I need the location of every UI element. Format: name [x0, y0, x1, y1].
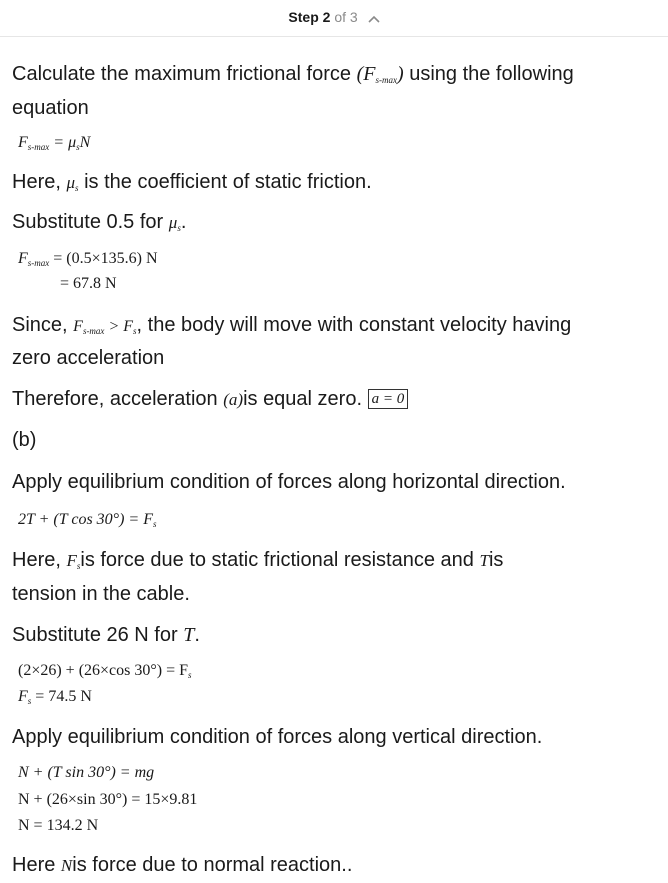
equation: $F_{s-max} = (0.5\times 135.6)$ N	[18, 250, 158, 268]
equation: $F_{s-max} = \mu_sN$	[18, 134, 91, 152]
part-label: (b)	[12, 429, 37, 451]
text-line: equation	[12, 97, 89, 119]
equation: N + (T sin 30°) = mg	[18, 764, 155, 781]
equation: 2T + (T $\cos 30^\circ) = F_s$	[18, 511, 157, 529]
step-of-label: of 3	[334, 9, 358, 25]
text-line: Substitute 0.5 for $\mu_s$.	[12, 211, 187, 233]
text-line: zero acceleration	[12, 347, 165, 369]
text-line: Substitute 26 N for T.	[12, 624, 200, 646]
text-line	[12, 57, 574, 97]
text-line: Since, $F_{s-max} > F_s$, the body will move with constant velocity having	[12, 314, 572, 336]
answer-box: a = 0	[368, 389, 409, 409]
math-inline: $(F_{s-max})$	[356, 63, 404, 85]
equation: N = 134.2 N	[18, 817, 99, 834]
text-line: Therefore, acceleration (a)is equal zero. a = 0	[12, 382, 408, 417]
text-line: Here, $F_sis$ force due to static frictional resistance and Tis	[12, 549, 504, 571]
text-line: Here Nis force due to normal reaction..	[12, 854, 353, 876]
text-segment: Calculate the maximum frictional force	[12, 63, 352, 85]
equation: $F_s = 74.5$ N	[18, 688, 92, 706]
equation: N + (26×sin 30°) = 15×9.81	[18, 791, 198, 808]
text-segment: using the following	[409, 63, 574, 85]
step-label: Step 2	[288, 9, 331, 25]
step-header[interactable]	[0, 0, 668, 34]
text-line: Apply equilibrium condition of forces along vertical direction.	[12, 726, 543, 748]
equation: (2×26) + (26×cos $30^\circ) = F_s$	[18, 662, 192, 680]
equation: = 67.8 N	[60, 275, 117, 292]
header-divider	[0, 36, 668, 37]
chevron-up-icon[interactable]	[368, 1, 380, 35]
text-line: Apply equilibrium condition of forces along horizontal direction.	[12, 471, 566, 493]
text-line: Here, $\mu_s$ is the coefficient of static friction.	[12, 171, 372, 193]
text-line: tension in the cable.	[12, 583, 190, 605]
